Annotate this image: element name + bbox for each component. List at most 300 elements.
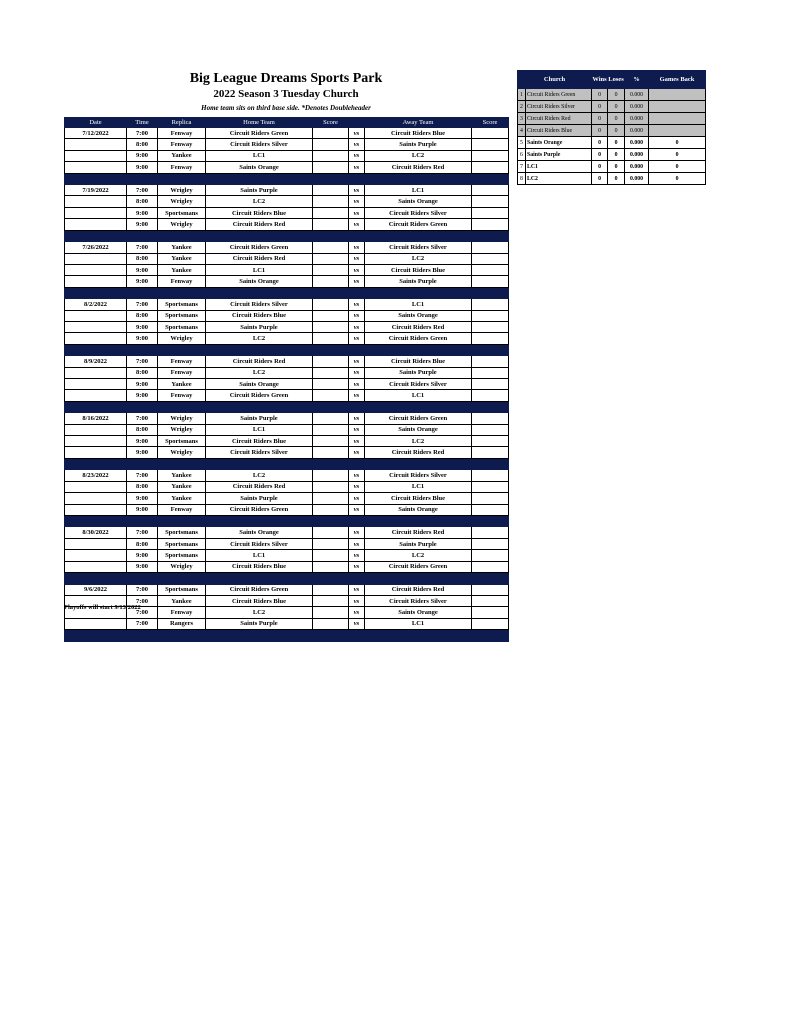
separator-cell bbox=[65, 573, 127, 585]
separator-cell bbox=[158, 458, 206, 470]
standing-rank: 3 bbox=[518, 113, 526, 125]
game-away-score bbox=[472, 413, 509, 424]
separator-cell bbox=[365, 230, 472, 242]
game-away-score bbox=[472, 196, 509, 207]
game-replica: Rangers bbox=[158, 618, 206, 629]
separator-cell bbox=[127, 344, 158, 356]
separator-cell bbox=[365, 287, 472, 299]
game-vs: vs bbox=[349, 253, 365, 264]
separator-cell bbox=[313, 458, 349, 470]
game-vs: vs bbox=[349, 367, 365, 378]
game-away-score bbox=[472, 367, 509, 378]
game-row bbox=[65, 253, 509, 264]
standings-row bbox=[518, 101, 706, 113]
standing-rank: 7 bbox=[518, 161, 526, 173]
game-replica: Wrigley bbox=[158, 185, 206, 196]
standing-loses: 0 bbox=[608, 125, 625, 137]
game-home-score bbox=[313, 310, 349, 321]
game-home-team: LC1 bbox=[206, 264, 313, 275]
game-date bbox=[65, 139, 127, 150]
game-away-team: Circuit Riders Silver bbox=[365, 379, 472, 390]
separator-cell bbox=[313, 573, 349, 585]
game-home-team: Saints Purple bbox=[206, 413, 313, 424]
game-time: 9:00 bbox=[127, 504, 158, 515]
game-vs: vs bbox=[349, 379, 365, 390]
game-home-score bbox=[313, 561, 349, 572]
game-row bbox=[65, 264, 509, 275]
game-replica: Yankee bbox=[158, 253, 206, 264]
game-away-score bbox=[472, 139, 509, 150]
separator-cell bbox=[313, 630, 349, 642]
game-home-score bbox=[313, 162, 349, 173]
col-home-score-header: Score bbox=[313, 117, 349, 128]
game-home-score bbox=[313, 150, 349, 161]
game-home-team: Saints Purple bbox=[206, 185, 313, 196]
week-separator bbox=[65, 344, 509, 356]
week-separator bbox=[65, 287, 509, 299]
game-replica: Sportsmans bbox=[158, 207, 206, 218]
game-date bbox=[65, 219, 127, 230]
week-separator bbox=[65, 515, 509, 527]
col-vs-header bbox=[349, 117, 365, 128]
game-row bbox=[65, 379, 509, 390]
separator-cell bbox=[65, 287, 127, 299]
standings-row bbox=[518, 149, 706, 161]
game-home-team: Circuit Riders Silver bbox=[206, 139, 313, 150]
game-vs: vs bbox=[349, 493, 365, 504]
game-home-team: Saints Orange bbox=[206, 162, 313, 173]
game-away-score bbox=[472, 276, 509, 287]
game-date bbox=[65, 550, 127, 561]
game-date bbox=[65, 253, 127, 264]
game-away-team: Circuit Riders Red bbox=[365, 321, 472, 332]
game-home-score bbox=[313, 550, 349, 561]
separator-cell bbox=[127, 630, 158, 642]
game-away-team: Saints Orange bbox=[365, 607, 472, 618]
separator-cell bbox=[158, 344, 206, 356]
game-date: 7/19/2022 bbox=[65, 185, 127, 196]
week-separator bbox=[65, 401, 509, 413]
standing-pct: 0.000 bbox=[625, 113, 649, 125]
game-away-team: Circuit Riders Green bbox=[365, 413, 472, 424]
game-home-score bbox=[313, 196, 349, 207]
game-vs: vs bbox=[349, 333, 365, 344]
game-row bbox=[65, 527, 509, 538]
game-away-score bbox=[472, 242, 509, 253]
separator-cell bbox=[313, 344, 349, 356]
game-time: 9:00 bbox=[127, 379, 158, 390]
schedule-body bbox=[65, 128, 509, 642]
col-home-team-header: Home Team bbox=[206, 117, 313, 128]
game-time: 7:00 bbox=[127, 299, 158, 310]
standings-pct-header: % bbox=[625, 71, 649, 89]
game-home-team: LC2 bbox=[206, 196, 313, 207]
standings-row bbox=[518, 125, 706, 137]
separator-cell bbox=[313, 287, 349, 299]
game-date bbox=[65, 493, 127, 504]
game-replica: Yankee bbox=[158, 493, 206, 504]
game-away-score bbox=[472, 185, 509, 196]
game-vs: vs bbox=[349, 595, 365, 606]
game-away-score bbox=[472, 470, 509, 481]
game-home-team: Circuit Riders Red bbox=[206, 219, 313, 230]
game-away-team: LC2 bbox=[365, 150, 472, 161]
game-away-team: LC2 bbox=[365, 550, 472, 561]
game-home-team: Saints Orange bbox=[206, 276, 313, 287]
separator-cell bbox=[127, 230, 158, 242]
game-vs: vs bbox=[349, 424, 365, 435]
game-away-score bbox=[472, 595, 509, 606]
separator-cell bbox=[127, 287, 158, 299]
game-vs: vs bbox=[349, 481, 365, 492]
separator-cell bbox=[206, 573, 313, 585]
standings-row bbox=[518, 113, 706, 125]
game-time: 9:00 bbox=[127, 150, 158, 161]
game-vs: vs bbox=[349, 162, 365, 173]
game-vs: vs bbox=[349, 196, 365, 207]
game-away-team: Circuit Riders Silver bbox=[365, 595, 472, 606]
game-home-team: Circuit Riders Blue bbox=[206, 310, 313, 321]
game-time: 7:00 bbox=[127, 618, 158, 629]
game-date bbox=[65, 367, 127, 378]
game-away-team: Circuit Riders Red bbox=[365, 447, 472, 458]
game-away-team: Saints Orange bbox=[365, 424, 472, 435]
game-row bbox=[65, 128, 509, 139]
separator-cell bbox=[158, 630, 206, 642]
game-home-team: Circuit Riders Silver bbox=[206, 447, 313, 458]
game-row bbox=[65, 561, 509, 572]
standing-team: Saints Orange bbox=[526, 137, 592, 149]
game-time: 9:00 bbox=[127, 493, 158, 504]
game-home-team: Circuit Riders Green bbox=[206, 584, 313, 595]
game-time: 9:00 bbox=[127, 550, 158, 561]
separator-cell bbox=[349, 401, 365, 413]
game-away-score bbox=[472, 607, 509, 618]
game-date: 9/6/2022 bbox=[65, 584, 127, 595]
game-row bbox=[65, 242, 509, 253]
separator-cell bbox=[127, 173, 158, 185]
separator-cell bbox=[158, 173, 206, 185]
game-replica: Fenway bbox=[158, 356, 206, 367]
game-home-score bbox=[313, 321, 349, 332]
game-date: 7/26/2022 bbox=[65, 242, 127, 253]
game-away-team: Saints Purple bbox=[365, 276, 472, 287]
standing-games-back: 0 bbox=[649, 149, 706, 161]
week-separator bbox=[65, 230, 509, 242]
game-date bbox=[65, 276, 127, 287]
game-home-team: LC1 bbox=[206, 424, 313, 435]
game-away-score bbox=[472, 333, 509, 344]
game-vs: vs bbox=[349, 219, 365, 230]
standing-rank: 5 bbox=[518, 137, 526, 149]
game-home-score bbox=[313, 538, 349, 549]
col-away-score-header: Score bbox=[472, 117, 509, 128]
game-away-score bbox=[472, 219, 509, 230]
game-away-team: Circuit Riders Blue bbox=[365, 356, 472, 367]
game-away-team: Circuit Riders Green bbox=[365, 333, 472, 344]
standing-loses: 0 bbox=[608, 113, 625, 125]
game-row bbox=[65, 550, 509, 561]
standing-team: LC1 bbox=[526, 161, 592, 173]
game-row bbox=[65, 504, 509, 515]
game-vs: vs bbox=[349, 527, 365, 538]
game-time: 7:00 bbox=[127, 470, 158, 481]
game-home-team: Circuit Riders Blue bbox=[206, 561, 313, 572]
game-vs: vs bbox=[349, 321, 365, 332]
separator-cell bbox=[206, 515, 313, 527]
game-row bbox=[65, 162, 509, 173]
game-away-team: Saints Purple bbox=[365, 538, 472, 549]
separator-cell bbox=[349, 630, 365, 642]
separator-cell bbox=[365, 173, 472, 185]
separator-cell bbox=[349, 230, 365, 242]
standing-games-back: 0 bbox=[649, 137, 706, 149]
game-replica: Yankee bbox=[158, 150, 206, 161]
standings-loses-header: Loses bbox=[608, 71, 625, 89]
game-home-team: Circuit Riders Red bbox=[206, 481, 313, 492]
game-replica: Sportsmans bbox=[158, 538, 206, 549]
game-date bbox=[65, 162, 127, 173]
separator-cell bbox=[158, 573, 206, 585]
game-time: 9:00 bbox=[127, 207, 158, 218]
game-replica: Fenway bbox=[158, 367, 206, 378]
game-time: 8:00 bbox=[127, 253, 158, 264]
game-home-score bbox=[313, 253, 349, 264]
game-away-score bbox=[472, 390, 509, 401]
game-home-score bbox=[313, 276, 349, 287]
game-date: 8/16/2022 bbox=[65, 413, 127, 424]
game-vs: vs bbox=[349, 618, 365, 629]
game-away-score bbox=[472, 493, 509, 504]
game-away-team: Circuit Riders Silver bbox=[365, 470, 472, 481]
game-home-team: Circuit Riders Blue bbox=[206, 595, 313, 606]
game-away-team: LC1 bbox=[365, 481, 472, 492]
game-row bbox=[65, 321, 509, 332]
game-row bbox=[65, 584, 509, 595]
separator-cell bbox=[472, 344, 509, 356]
game-away-score bbox=[472, 128, 509, 139]
game-date: 8/2/2022 bbox=[65, 299, 127, 310]
game-row bbox=[65, 150, 509, 161]
game-date bbox=[65, 390, 127, 401]
game-date bbox=[65, 310, 127, 321]
game-vs: vs bbox=[349, 436, 365, 447]
game-away-team: LC1 bbox=[365, 390, 472, 401]
separator-cell bbox=[158, 515, 206, 527]
game-vs: vs bbox=[349, 413, 365, 424]
game-vs: vs bbox=[349, 276, 365, 287]
game-home-score bbox=[313, 424, 349, 435]
standing-games-back bbox=[649, 89, 706, 101]
game-time: 9:00 bbox=[127, 447, 158, 458]
game-away-team: Saints Orange bbox=[365, 504, 472, 515]
game-home-score bbox=[313, 504, 349, 515]
game-replica: Fenway bbox=[158, 607, 206, 618]
game-home-team: Saints Orange bbox=[206, 527, 313, 538]
game-home-team: LC2 bbox=[206, 470, 313, 481]
game-row bbox=[65, 470, 509, 481]
game-home-score bbox=[313, 299, 349, 310]
game-row bbox=[65, 139, 509, 150]
game-away-team: Circuit Riders Blue bbox=[365, 128, 472, 139]
game-away-score bbox=[472, 584, 509, 595]
game-away-team: LC2 bbox=[365, 253, 472, 264]
game-time: 8:00 bbox=[127, 139, 158, 150]
separator-cell bbox=[365, 515, 472, 527]
game-home-team: Circuit Riders Red bbox=[206, 356, 313, 367]
standing-team: LC2 bbox=[526, 173, 592, 185]
game-away-score bbox=[472, 436, 509, 447]
standing-pct: 0.000 bbox=[625, 161, 649, 173]
game-home-team: Circuit Riders Green bbox=[206, 128, 313, 139]
standings-body bbox=[518, 89, 706, 185]
game-replica: Wrigley bbox=[158, 447, 206, 458]
game-away-score bbox=[472, 321, 509, 332]
game-home-team: Circuit Riders Red bbox=[206, 253, 313, 264]
game-vs: vs bbox=[349, 504, 365, 515]
standings-church-header: Church bbox=[518, 71, 592, 89]
standing-games-back: 0 bbox=[649, 173, 706, 185]
separator-cell bbox=[158, 401, 206, 413]
game-away-team: Circuit Riders Green bbox=[365, 219, 472, 230]
standing-loses: 0 bbox=[608, 101, 625, 113]
game-replica: Fenway bbox=[158, 276, 206, 287]
col-time-header: Time bbox=[127, 117, 158, 128]
game-home-score bbox=[313, 481, 349, 492]
standing-team: Circuit Riders Green bbox=[526, 89, 592, 101]
game-time: 9:00 bbox=[127, 264, 158, 275]
standing-rank: 8 bbox=[518, 173, 526, 185]
game-time: 9:00 bbox=[127, 561, 158, 572]
game-time: 7:00 bbox=[127, 527, 158, 538]
standing-games-back bbox=[649, 125, 706, 137]
game-home-team: LC2 bbox=[206, 333, 313, 344]
game-home-team: Circuit Riders Green bbox=[206, 390, 313, 401]
game-replica: Sportsmans bbox=[158, 550, 206, 561]
game-date bbox=[65, 618, 127, 629]
game-time: 8:00 bbox=[127, 538, 158, 549]
game-time: 8:00 bbox=[127, 196, 158, 207]
standing-wins: 0 bbox=[592, 161, 608, 173]
game-row bbox=[65, 333, 509, 344]
page-title: Big League Dreams Sports Park bbox=[189, 71, 383, 86]
separator-cell bbox=[127, 401, 158, 413]
game-home-team: LC1 bbox=[206, 550, 313, 561]
game-date bbox=[65, 424, 127, 435]
game-time: 7:00 bbox=[127, 607, 158, 618]
game-time: 7:00 bbox=[127, 595, 158, 606]
game-date bbox=[65, 150, 127, 161]
separator-cell bbox=[472, 458, 509, 470]
game-away-score bbox=[472, 264, 509, 275]
game-away-team: Circuit Riders Green bbox=[365, 561, 472, 572]
separator-cell bbox=[127, 515, 158, 527]
game-vs: vs bbox=[349, 139, 365, 150]
game-replica: Sportsmans bbox=[158, 436, 206, 447]
game-row bbox=[65, 367, 509, 378]
game-home-score bbox=[313, 128, 349, 139]
standing-pct: 0.000 bbox=[625, 89, 649, 101]
game-away-team: Saints Purple bbox=[365, 139, 472, 150]
game-date: 8/30/2022 bbox=[65, 527, 127, 538]
game-time: 9:00 bbox=[127, 321, 158, 332]
game-date bbox=[65, 264, 127, 275]
game-home-score bbox=[313, 242, 349, 253]
standings-row bbox=[518, 161, 706, 173]
game-time: 9:00 bbox=[127, 436, 158, 447]
separator-cell bbox=[365, 573, 472, 585]
standing-pct: 0.000 bbox=[625, 101, 649, 113]
separator-cell bbox=[365, 630, 472, 642]
standing-games-back bbox=[649, 101, 706, 113]
standing-rank: 4 bbox=[518, 125, 526, 137]
game-time: 8:00 bbox=[127, 310, 158, 321]
game-home-score bbox=[313, 584, 349, 595]
separator-cell bbox=[349, 515, 365, 527]
game-replica: Fenway bbox=[158, 162, 206, 173]
game-replica: Wrigley bbox=[158, 413, 206, 424]
game-row bbox=[65, 413, 509, 424]
game-row bbox=[65, 424, 509, 435]
standing-wins: 0 bbox=[592, 125, 608, 137]
separator-cell bbox=[472, 401, 509, 413]
game-home-team: LC2 bbox=[206, 607, 313, 618]
game-date bbox=[65, 538, 127, 549]
game-home-score bbox=[313, 390, 349, 401]
standings-row bbox=[518, 89, 706, 101]
game-replica: Fenway bbox=[158, 128, 206, 139]
game-away-team: Circuit Riders Blue bbox=[365, 493, 472, 504]
separator-cell bbox=[472, 573, 509, 585]
game-away-score bbox=[472, 207, 509, 218]
standing-loses: 0 bbox=[608, 161, 625, 173]
game-away-score bbox=[472, 538, 509, 549]
game-vs: vs bbox=[349, 150, 365, 161]
game-row bbox=[65, 493, 509, 504]
standing-pct: 0.000 bbox=[625, 137, 649, 149]
standing-rank: 1 bbox=[518, 89, 526, 101]
game-away-team: LC1 bbox=[365, 185, 472, 196]
game-date bbox=[65, 561, 127, 572]
game-home-score bbox=[313, 493, 349, 504]
game-home-team: LC2 bbox=[206, 367, 313, 378]
game-away-score bbox=[472, 481, 509, 492]
game-home-score bbox=[313, 207, 349, 218]
game-date bbox=[65, 436, 127, 447]
game-away-team: Circuit Riders Red bbox=[365, 527, 472, 538]
separator-cell bbox=[313, 515, 349, 527]
game-vs: vs bbox=[349, 207, 365, 218]
game-replica: Wrigley bbox=[158, 424, 206, 435]
playoffs-note: Playoffs will start 9/13/2022 bbox=[64, 604, 141, 611]
standings-gb-header: Games Back bbox=[649, 71, 706, 89]
game-home-score bbox=[313, 470, 349, 481]
separator-cell bbox=[472, 230, 509, 242]
game-replica: Yankee bbox=[158, 264, 206, 275]
game-replica: Fenway bbox=[158, 139, 206, 150]
separator-cell bbox=[127, 573, 158, 585]
game-replica: Yankee bbox=[158, 481, 206, 492]
game-date bbox=[65, 321, 127, 332]
separator-cell bbox=[472, 287, 509, 299]
game-home-score bbox=[313, 527, 349, 538]
game-away-team: Circuit Riders Blue bbox=[365, 264, 472, 275]
separator-cell bbox=[313, 401, 349, 413]
game-row bbox=[65, 219, 509, 230]
game-away-score bbox=[472, 618, 509, 629]
game-vs: vs bbox=[349, 185, 365, 196]
game-row bbox=[65, 618, 509, 629]
